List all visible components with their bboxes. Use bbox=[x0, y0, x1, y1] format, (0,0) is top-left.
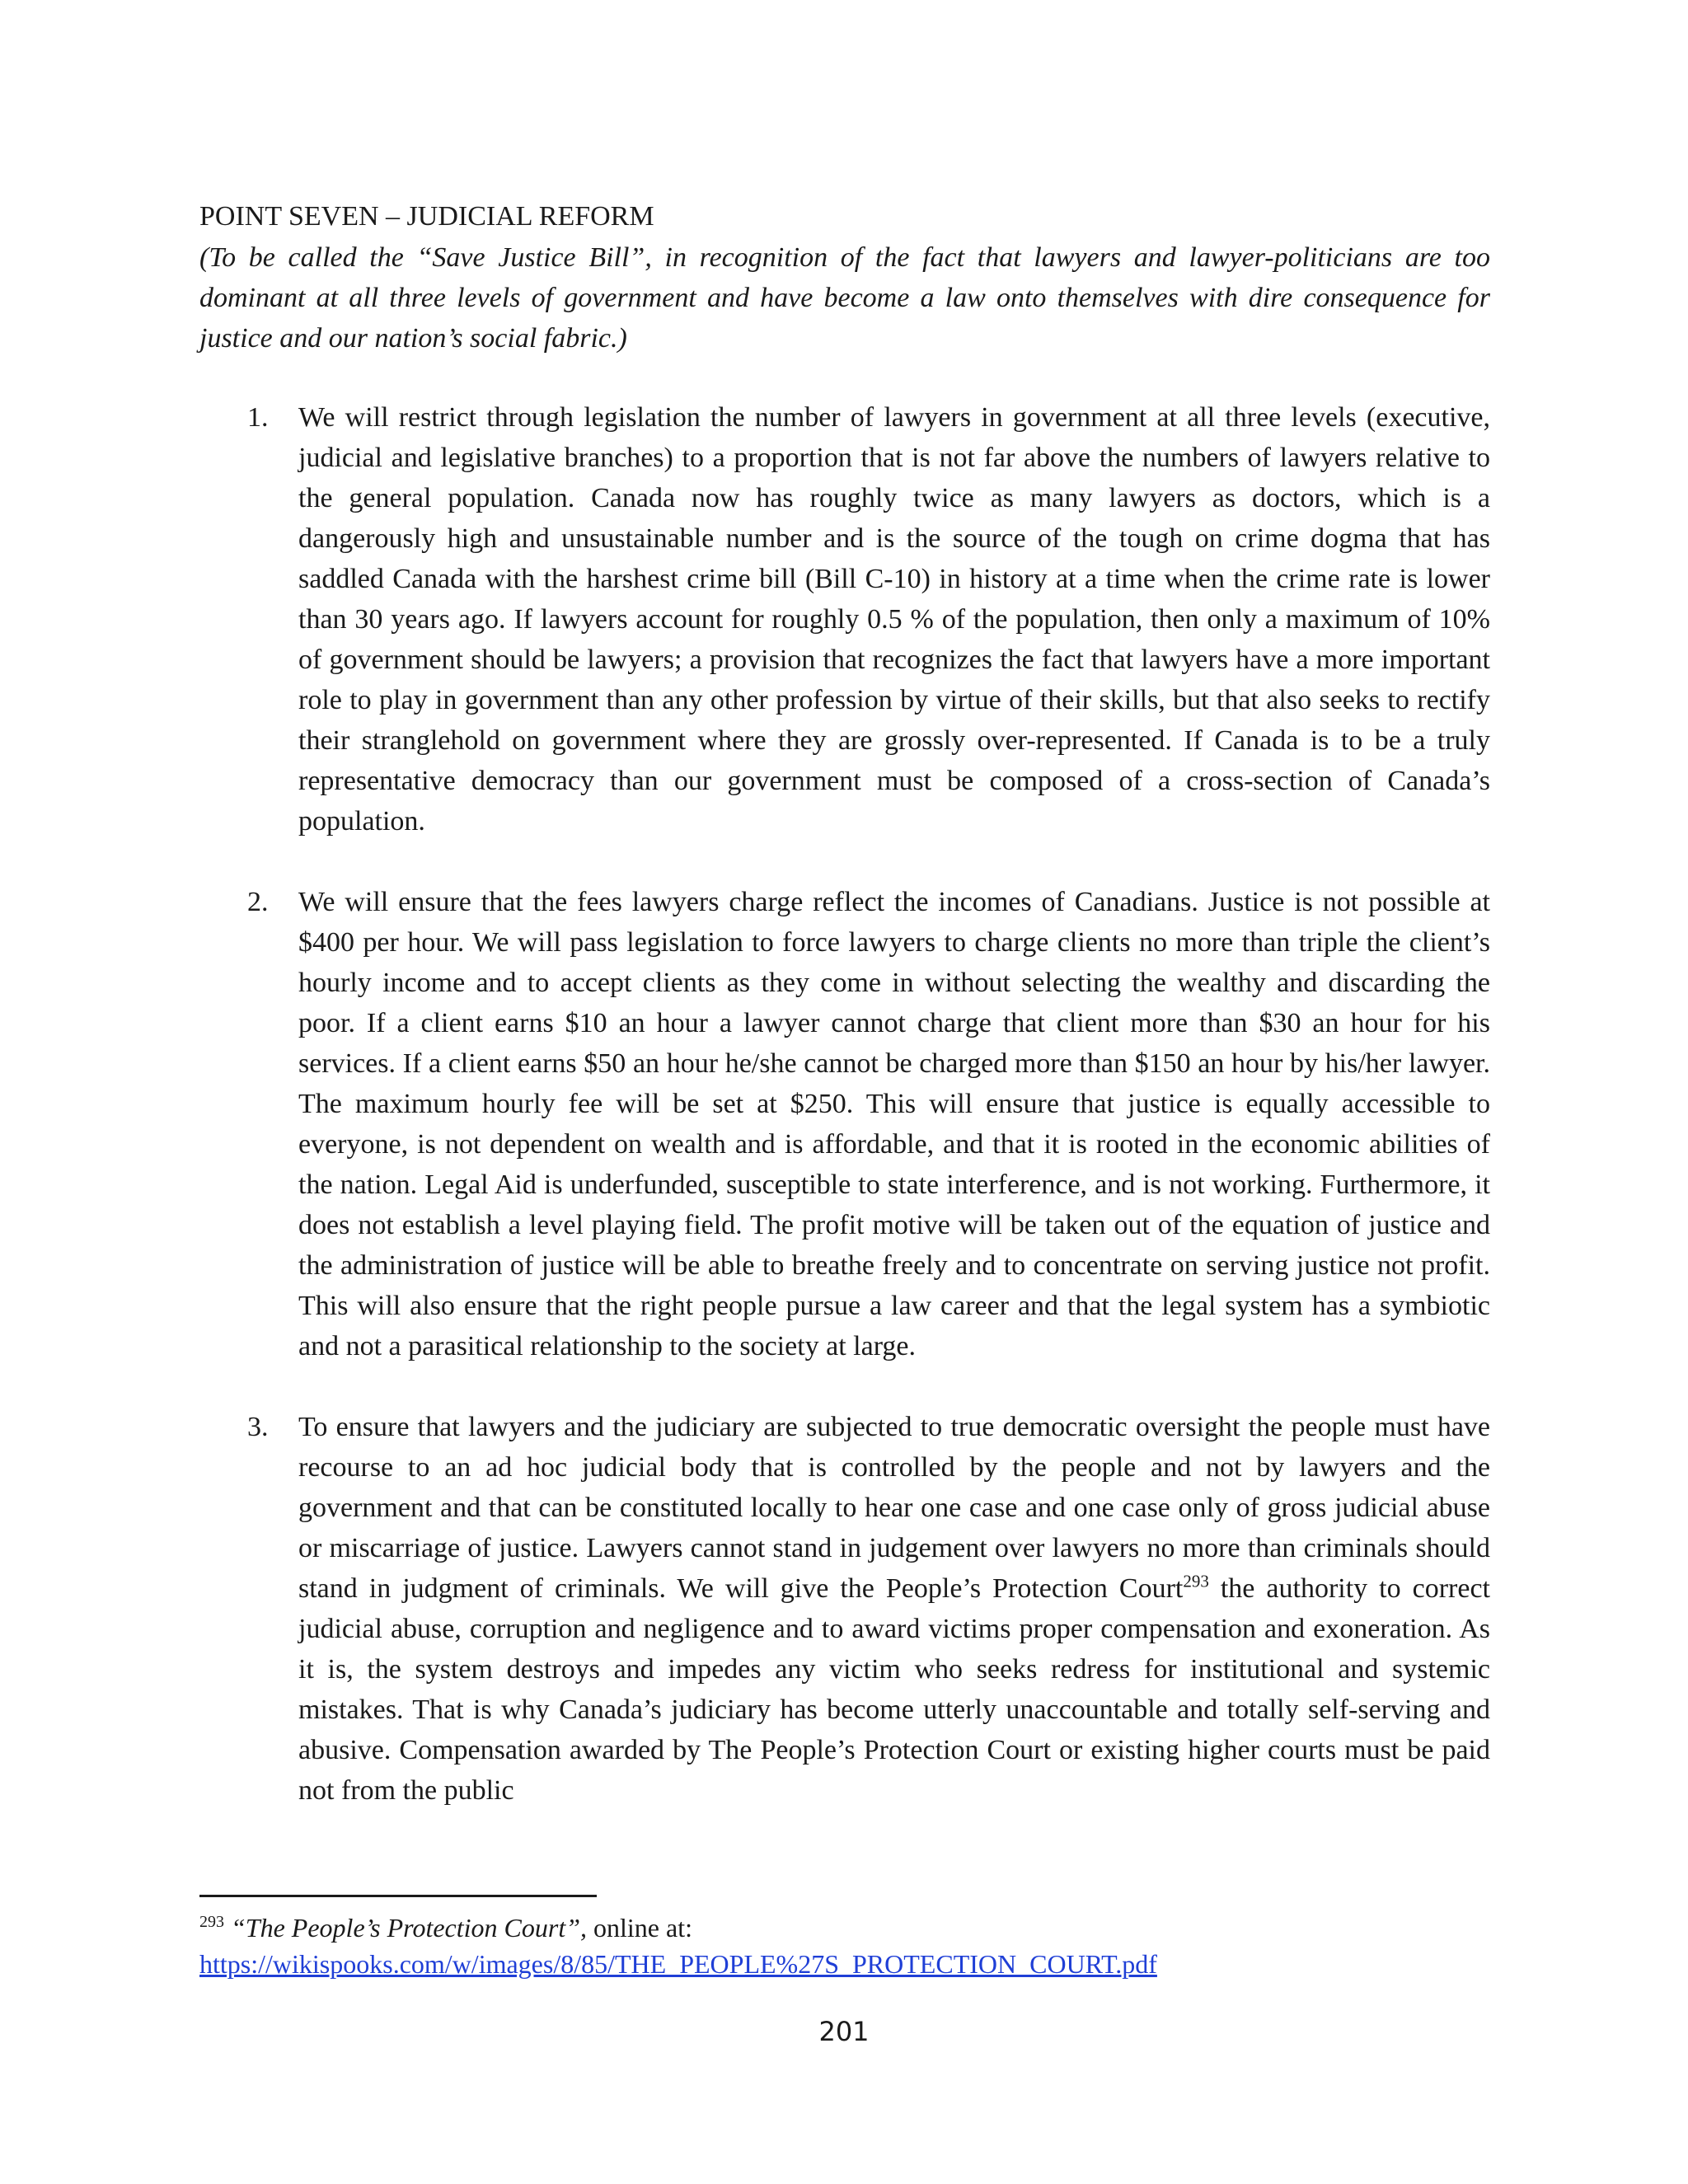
list-item-text: We will restrict through legislation the number of lawyers in government at all three levels (executive, judicial and legislative branches) to a proportion that is not far above the numbers of lawyers relative to the general population. Canada now has roughly twice as many lawyers as doctors, which is a dangerously high and unsustainable number and is the source of the tough on crime dogma that has saddled Canada with the harshest crime bill (Bill C-10) in history at a time when the crime rate is lower than 30 years ago. If lawyers account for roughly 0.5 % of the population, then only a maximum of 10% of government should be lawyers; a provision that recognizes the fact that lawyers have a more important role to play in government than any other profession by virtue of their skills, but that also seeks to rectify their stranglehold on government where they are grossly over-represented. If Canada is to be a truly representative democracy than our government must be composed of a cross-section of Canada’s population. bbox=[298, 402, 1490, 837]
list-item bbox=[199, 1407, 1490, 1811]
section-subtitle: (To be called the “Save Justice Bill”, in recognition of the fact that lawyers and lawyer-politicians are too dominant at all three levels of government and have become a law onto themselves with dire consequence for justice and our nation’s social fabric.) bbox=[199, 242, 1490, 354]
footnote-title: “The People’s Protection Court”, bbox=[231, 1913, 587, 1943]
list-item bbox=[199, 882, 1490, 1366]
footnote-reference[interactable]: 293 bbox=[1183, 1571, 1209, 1591]
numbered-list bbox=[199, 397, 1490, 1851]
list-item-text-continued: the authority to correct judicial abuse, corruption and negligence and to award victims proper compensation and exoneration. As it is, the system destroys and impedes any victim who seeks redress for institutional and systemic mistakes. That is why Canada’s judiciary has become utterly unaccountable and totally self-serving and abusive. Compensation awarded by The People’s Protection Court or existing higher courts must be paid not from the public bbox=[298, 1573, 1490, 1806]
list-item-number: 2. bbox=[247, 887, 269, 917]
footnote-text: online at: bbox=[587, 1913, 692, 1943]
footnote-separator bbox=[199, 1895, 597, 1897]
list-item-number: 3. bbox=[247, 1412, 269, 1442]
list-item-text: We will ensure that the fees lawyers charge reflect the incomes of Canadians. Justice is not possible at $400 per hour. We will pass legislation to force lawyers to charge clients no more than triple the client’s hourly income and to accept clients as they come in without selecting the wealthy and discarding the poor. If a client earns $10 an hour a lawyer cannot charge that client more than $30 an hour for his services. If a client earns $50 an hour he/she cannot be charged more than $150 an hour by his/her lawyer. The maximum hourly fee will be set at $250. This will ensure that justice is equally accessible to everyone, is not dependent on wealth and is affordable, and that it is rooted in the economic abilities of the nation. Legal Aid is underfunded, susceptible to state interference, and is not working. Furthermore, it does not establish a level playing field. The profit motive will be taken out of the equation of justice and the administration of justice will be able to breathe freely and to concentrate on serving justice not profit. This will also ensure that the right people pursue a law career and that the legal system has a symbiotic and not a parasitical relationship to the society at large. bbox=[298, 887, 1490, 1361]
section-heading: POINT SEVEN – JUDICIAL REFORM bbox=[199, 201, 654, 232]
footnote bbox=[199, 1910, 1490, 1982]
list-item-number: 1. bbox=[247, 402, 269, 433]
list-item-text: To ensure that lawyers and the judiciary are subjected to true democratic oversight the people must have recourse to an ad hoc judicial body that is controlled by the people and not by lawyers and the government and that can be constituted locally to hear one case and one case only of gross judicial abuse or miscarriage of justice. Lawyers cannot stand in judgement over lawyers no more than criminals should stand in judgment of criminals. We will give the People’s Protection Court bbox=[298, 1412, 1490, 1604]
footnote-number: 293 bbox=[199, 1913, 224, 1932]
page-number: 201 bbox=[818, 2016, 870, 2047]
footnote-link[interactable]: https://wikispooks.com/w/images/8/85/THE_PEOPLE%27S_PROTECTION_COURT.pdf bbox=[199, 1949, 1157, 1979]
list-item bbox=[199, 397, 1490, 841]
